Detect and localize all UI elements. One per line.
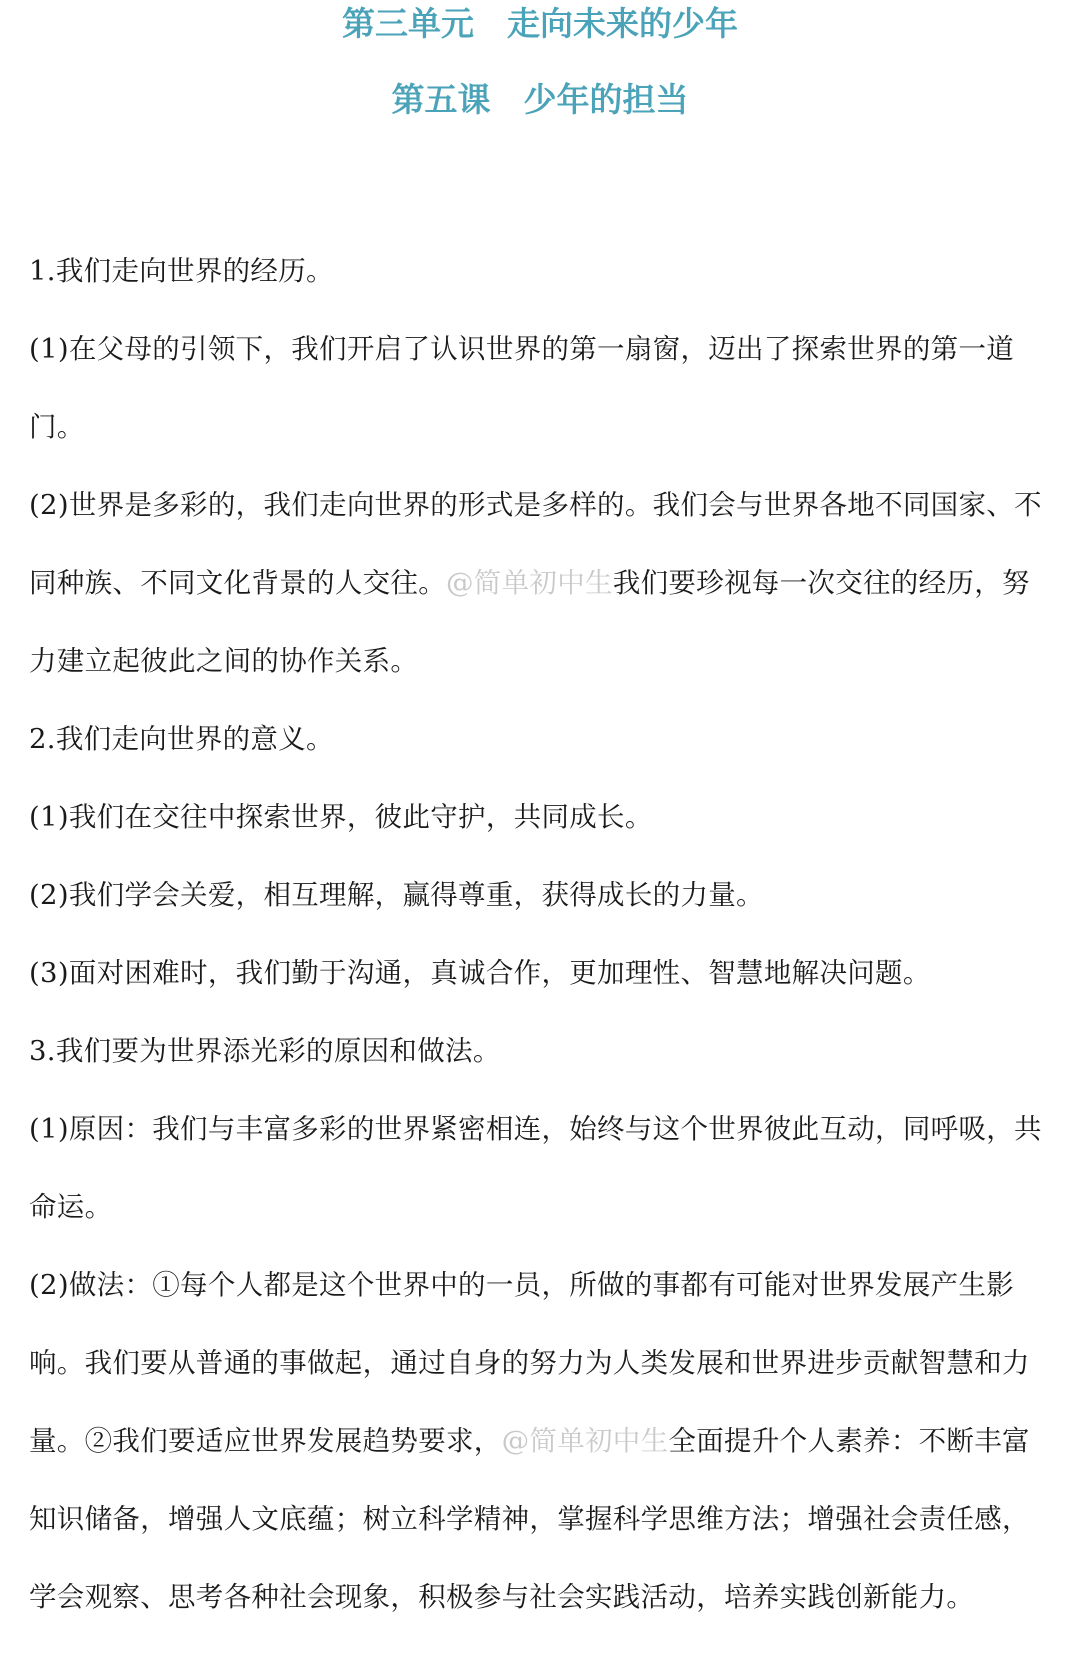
section-3-point-2-text-a: (2)做法：①每个人都是这个世界中的一员，所做的事都有可能对世界发展产生影响。我们要从普通的事做起，通过自身的努力为人类发展和世界进步贡献智慧和力量。②我们要适应世界发展趋势要求， <box>29 1269 1030 1457</box>
section-1-point-1: (1)在父母的引领下，我们开启了认识世界的第一扇窗，迈出了探索世界的第一道门。 <box>29 333 1015 443</box>
section-3-point-1: (1)原因：我们与丰富多彩的世界紧密相连，始终与这个世界彼此互动，同呼吸，共命运。 <box>29 1113 1042 1223</box>
section-1-point-2-text-b: 我们要珍视每一次交往的经历，努力建立起彼此之间的协作关系。 <box>29 567 1030 677</box>
section-1-point-2-text-a: (2)世界是多彩的，我们走向世界的形式是多样的。我们会与世界各地不同国家、不同种族、不同文化背景的人交往。 <box>29 489 1042 599</box>
unit-title: 第三单元 走向未来的少年 <box>342 4 738 43</box>
section-3-point-2-text-b: 全面提升个人素养：不断丰富知识储备，增强人文底蕴；树立科学精神，掌握科学思维方法；增强社会责任感，学会观察、思考各种社会现象，积极参与社会实践活动，培养实践创新能力。 <box>29 1425 1030 1613</box>
section-2-heading: 2.我们走向世界的意义。 <box>29 723 334 755</box>
section-2-point-2: (2)我们学会关爱，相互理解，赢得尊重，获得成长的力量。 <box>29 879 764 911</box>
lesson-title: 第五课 少年的担当 <box>391 80 689 119</box>
section-2-point-1: (1)我们在交往中探索世界，彼此守护，共同成长。 <box>29 801 653 833</box>
section-3-point-2 <box>29 1246 1053 1636</box>
watermark-1: @简单初中生 <box>446 567 613 599</box>
watermark-2: @简单初中生 <box>501 1425 669 1457</box>
section-3-heading: 3.我们要为世界添光彩的原因和做法。 <box>29 1035 501 1067</box>
section-1-heading: 1.我们走向世界的经历。 <box>29 255 334 287</box>
section-1-point-2 <box>29 466 1053 700</box>
section-2-point-3: (3)面对困难时，我们勤于沟通，真诚合作，更加理性、智慧地解决问题。 <box>29 957 931 989</box>
document-body <box>29 232 1053 1636</box>
